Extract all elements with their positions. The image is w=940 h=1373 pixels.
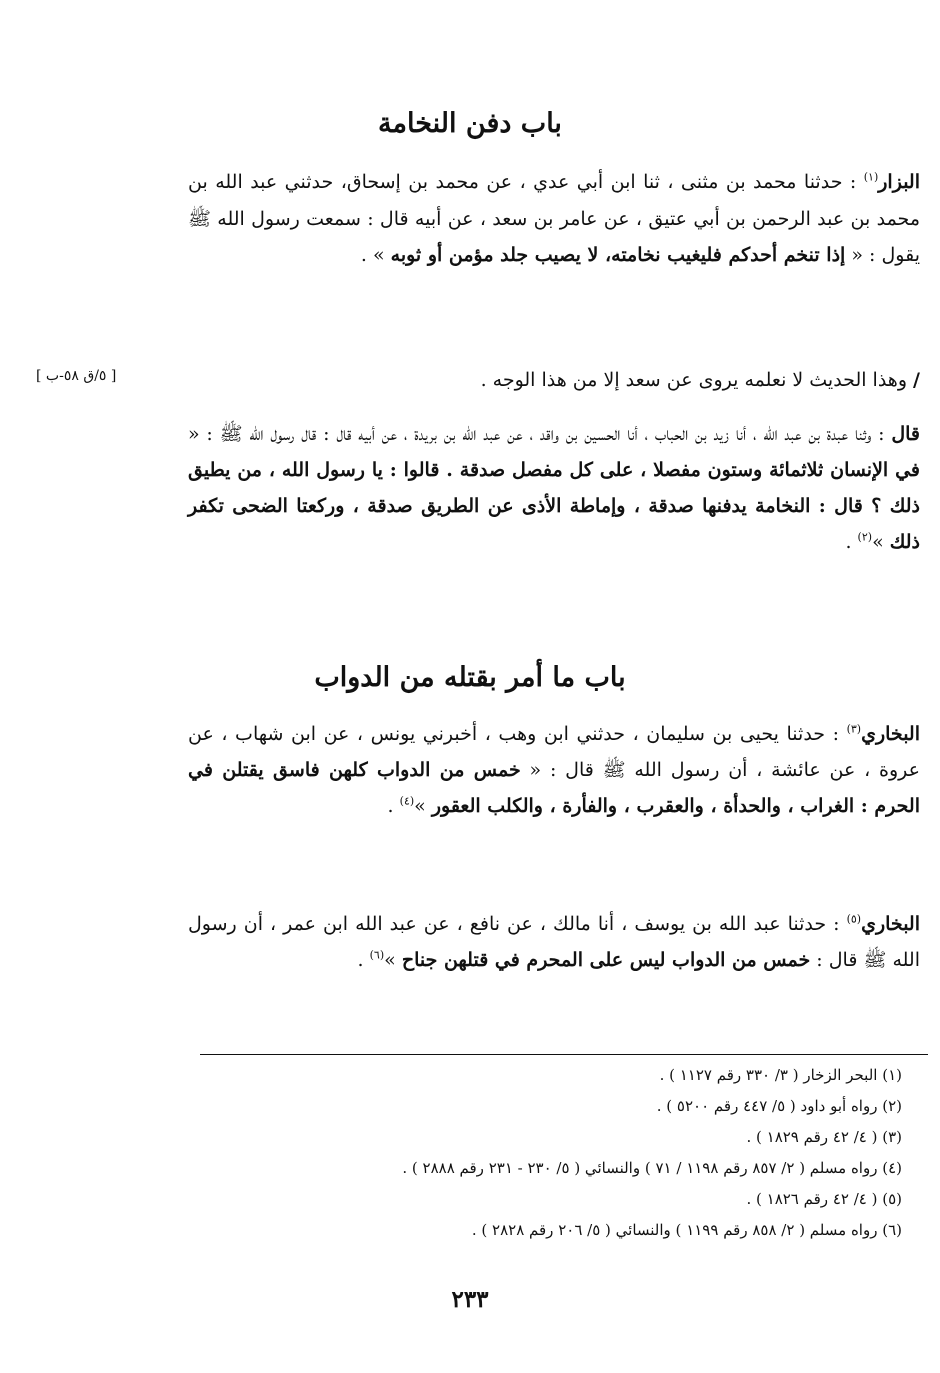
footnote-ref[interactable]: (٥)	[846, 912, 862, 926]
footnote-ref[interactable]: (٣)	[846, 722, 862, 736]
footnote-item: (٣) ( ٤/ ٤٢ رقم ١٨٢٩ ) .	[746, 1128, 902, 1146]
closing-punct: .	[387, 795, 400, 817]
footnote-divider	[200, 1054, 928, 1055]
narrator-name: البخاري	[861, 723, 920, 745]
closing-punct: .	[845, 531, 858, 553]
isnad-text: : وثنا عبدة بن عبد الله ، أنا زيد بن الحباب ، أنا الحسين بن واقد ، عن عبد الله بن بريدة ، عن أبيه قال : قال رسول الله ﷺ : «	[188, 423, 892, 445]
footnote-ref[interactable]: (١)	[863, 170, 879, 184]
hadith-bukhari-2-paragraph	[188, 906, 920, 978]
comment-text: وهذا الحديث لا نعلمه يروى عن سعد إلا من هذا الوجه .	[480, 369, 914, 391]
hadith-text: في الإنسان ثلاثمائة وستون مفصلا ، على كل مفصل صدقة . قالوا : يا رسول الله ، من يطيق ذلك ؟ قال : النخامة يدفنها صدقة ، وإماطة الأذى عن الطريق صدقة ، وركعتا الضحى تكفر ذلك	[188, 459, 920, 553]
closing-text: »	[414, 795, 432, 817]
manuscript-marker: /	[913, 369, 920, 391]
hadith-bukhari-1-paragraph	[188, 716, 920, 824]
footnote-item: (٥) ( ٤/ ٤٢ رقم ١٨٢٦ ) .	[746, 1190, 902, 1208]
manuscript-folio-reference: [ ٥/ق ٥٨-ب ]	[36, 368, 117, 384]
section-title-spittle-burial: باب دفن النخامة	[378, 108, 562, 139]
closing-text: »	[384, 949, 402, 971]
footnote-ref[interactable]: (٢)	[857, 530, 873, 544]
closing-text: »	[872, 531, 890, 553]
hadith-bazzar-paragraph	[188, 164, 920, 274]
footnote-item: (١) البحر الزخار ( ٣/ ٣٣٠ رقم ١١٢٧ ) .	[659, 1066, 902, 1084]
footnote-item: (٢) رواه أبو داود ( ٥/ ٤٤٧ رقم ٥٢٠٠ ) .	[656, 1097, 902, 1115]
narrator-name: قال	[891, 423, 920, 445]
narrator-name: البزار	[878, 171, 920, 193]
footnote-ref[interactable]: (٦)	[369, 948, 385, 962]
isnad-text: : حدثنا يحيى بن سليمان ، حدثني ابن وهب ، أخبرني يونس ، عن ابن شهاب ، عن عروة ، عن عائشة ، أن رسول الله ﷺ قال : «	[188, 723, 920, 781]
hadith-joints-paragraph	[188, 416, 920, 560]
footnote-item: (٦) رواه مسلم ( ٢/ ٨٥٨ رقم ١١٩٩ ) والنسائي ( ٥/ ٢٠٦ رقم ٢٨٢٨ ) .	[471, 1221, 902, 1239]
section-title-killing-animals: باب ما أمر بقتله من الدواب	[314, 662, 626, 693]
hadith-text: خمس من الدواب ليس على المحرم في قتلهن جناح	[401, 949, 811, 971]
comment-paragraph	[188, 362, 920, 398]
narrator-name: البخاري	[861, 913, 920, 935]
closing-punct: .	[357, 949, 370, 971]
hadith-text: خمس من الدواب كلهن فاسق يقتلن في الحرم : الغراب ، والحدأة ، والعقرب ، والفأرة ، والكلب العقور	[188, 759, 920, 817]
isnad-text: : حدثنا محمد بن مثنى ، ثنا ابن أبي عدي ، عن محمد بن إسحاق، حدثني عبد الله بن محمد بن عبد الرحمن بن أبي عتيق ، عن عامر بن سعد ، عن أبيه قال : سمعت رسول الله ﷺ يقول : «	[188, 171, 920, 266]
page-number: ٢٣٣	[451, 1286, 489, 1313]
hadith-text: إذا تنخم أحدكم فليغيب نخامته، لا يصيب جلد مؤمن أو ثوبه	[390, 244, 846, 266]
footnote-ref[interactable]: (٤)	[399, 794, 415, 808]
closing-text: » .	[360, 244, 391, 266]
footnote-item: (٤) رواه مسلم ( ٢/ ٨٥٧ رقم ١١٩٨ / ٧١ ) والنسائي ( ٥/ ٢٣٠ - ٢٣١ رقم ٢٨٨٨ ) .	[402, 1159, 902, 1177]
isnad-text: : حدثنا عبد الله بن يوسف ، أنا مالك ، عن نافع ، عن عبد الله ابن عمر ، أن رسول الله ﷺ قال :	[188, 913, 920, 971]
footnotes-list	[182, 1060, 902, 1246]
